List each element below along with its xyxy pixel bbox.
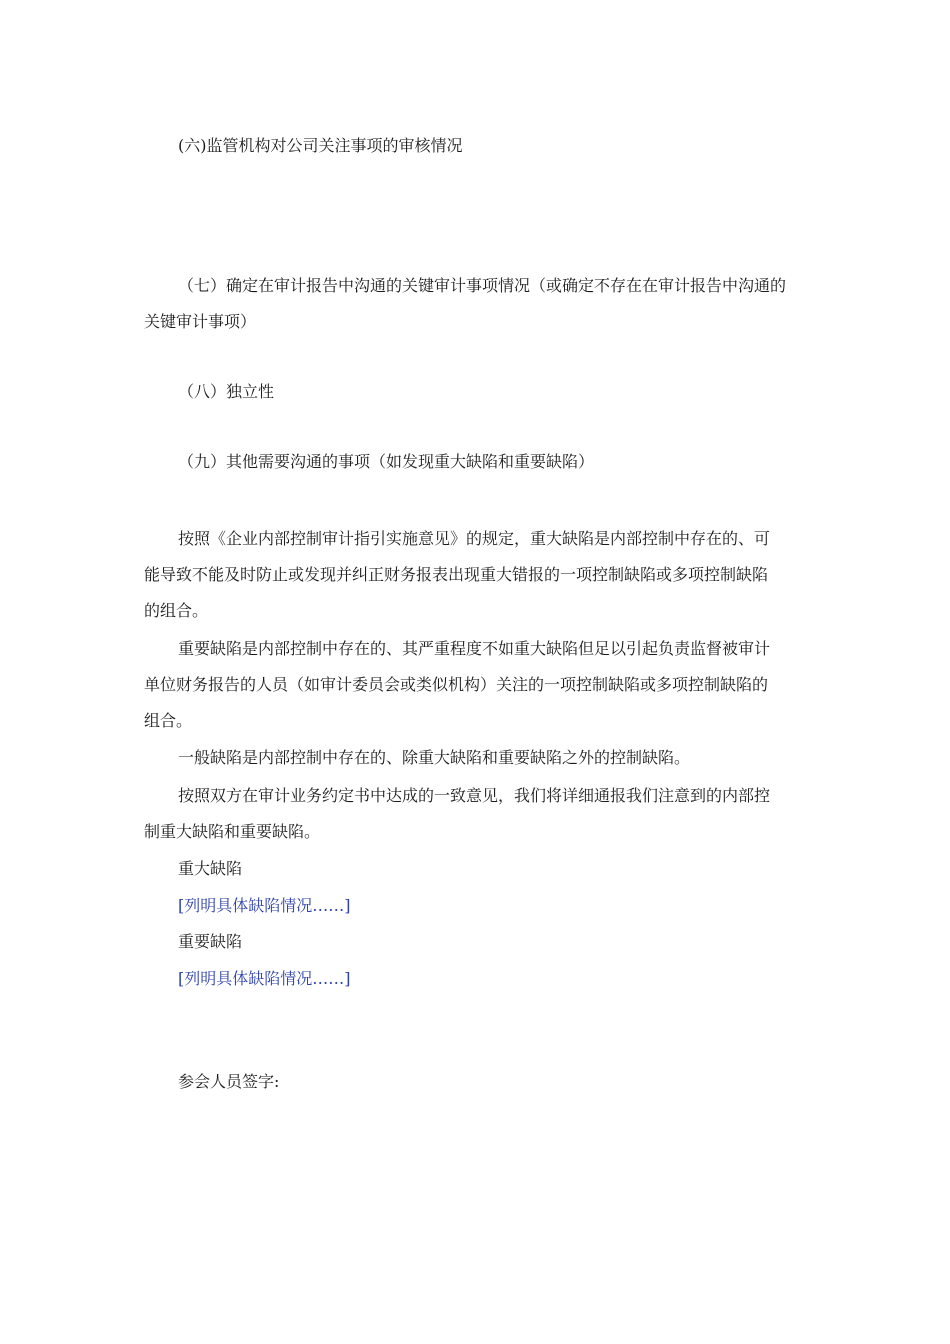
major-defect-placeholder: [列明具体缺陷情况……]	[178, 896, 351, 915]
paragraph-significant-defect-definition-line2: 单位财务报告的人员（如审计委员会或类似机构）关注的一项控制缺陷或多项控制缺陷的	[144, 675, 769, 694]
signature-label: 参会人员签字:	[178, 1072, 280, 1091]
paragraph-major-defect-definition: 按照《企业内部控制审计指引实施意见》的规定，重大缺陷是内部控制中存在的、可	[178, 529, 771, 548]
paragraph-reporting-agreement: 按照双方在审计业务约定书中达成的一致意见，我们将详细通报我们注意到的内部控	[178, 786, 771, 805]
paragraph-major-defect-definition-line3: 的组合。	[144, 601, 209, 620]
major-defect-label: 重大缺陷	[178, 859, 243, 878]
paragraph-reporting-agreement-line2: 制重大缺陷和重要缺陷。	[144, 822, 321, 841]
section-7-heading-continued: 关键审计事项）	[144, 312, 257, 331]
paragraph-general-defect-definition: 一般缺陷是内部控制中存在的、除重大缺陷和重要缺陷之外的控制缺陷。	[178, 748, 691, 767]
significant-defect-placeholder: [列明具体缺陷情况……]	[178, 969, 351, 988]
paragraph-major-defect-definition-line2: 能导致不能及时防止或发现并纠正财务报表出现重大错报的一项控制缺陷或多项控制缺陷	[144, 565, 769, 584]
significant-defect-label: 重要缺陷	[178, 932, 243, 951]
section-8-heading: （八）独立性	[178, 382, 275, 401]
section-6-heading: (六)监管机构对公司关注事项的审核情况	[178, 136, 463, 155]
section-7-heading: （七）确定在审计报告中沟通的关键审计事项情况（或确定不存在在审计报告中沟通的	[178, 276, 787, 295]
paragraph-significant-defect-definition: 重要缺陷是内部控制中存在的、其严重程度不如重大缺陷但足以引起负责监督被审计	[178, 639, 771, 658]
section-9-heading: （九）其他需要沟通的事项（如发现重大缺陷和重要缺陷）	[178, 452, 595, 471]
paragraph-significant-defect-definition-line3: 组合。	[144, 711, 193, 730]
